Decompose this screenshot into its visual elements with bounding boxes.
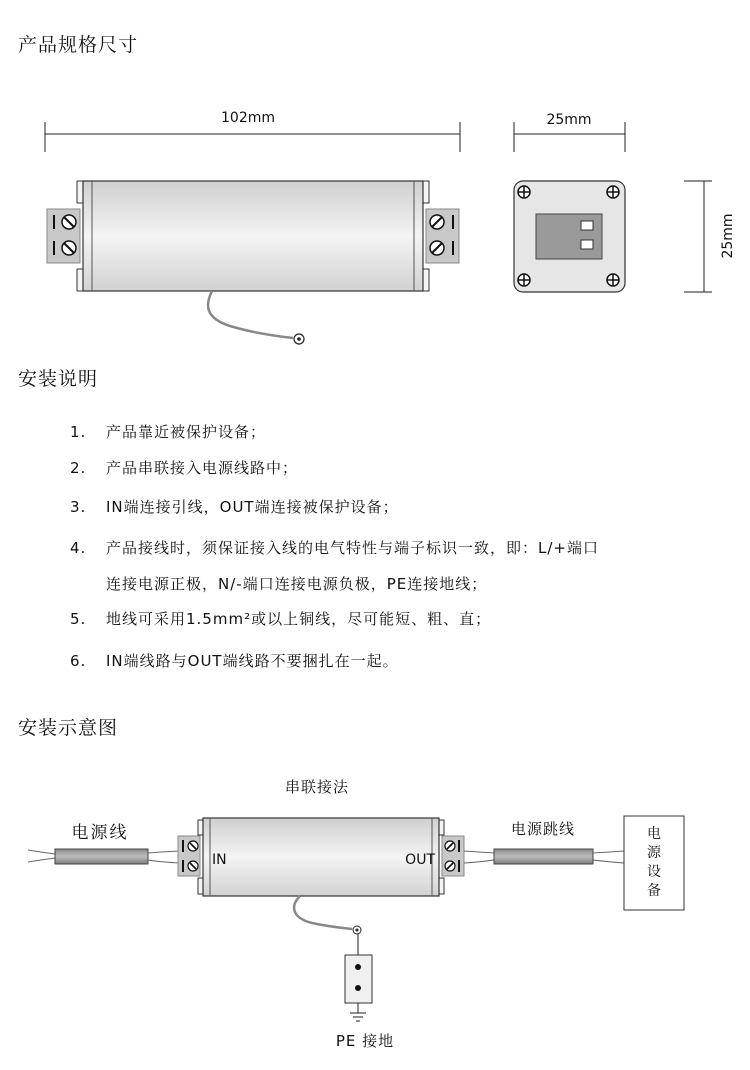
- out-label: OUT: [405, 852, 435, 868]
- width-dimension: [514, 112, 625, 152]
- power-line-cable: [55, 849, 148, 864]
- instruction-text: 产品接线时，须保证接入线的电气特性与端子标识一致，即：L/+端口: [106, 539, 599, 557]
- instruction-text: IN端连接引线，OUT端连接被保护设备；: [106, 498, 399, 516]
- equipment-label-char: 电: [647, 826, 661, 842]
- install-section-title: 安装说明: [18, 368, 99, 390]
- instruction-text: 地线可采用1.5mm²或以上铜线，尽可能短、粗、直；: [106, 610, 492, 628]
- pe-label: PE 接地: [335, 1032, 395, 1050]
- instruction-number: 6.: [70, 652, 87, 670]
- instruction-text: 产品串联接入电源线路中；: [106, 459, 299, 477]
- instruction-number: 4.: [70, 539, 87, 557]
- installation-diagram: [28, 778, 684, 1050]
- instruction-text: IN端线路与OUT端线路不要捆扎在一起。: [106, 652, 399, 670]
- device-top-view: [47, 181, 459, 344]
- instruction-number: 3.: [70, 498, 87, 516]
- instruction-text-continued: 连接电源正极，N/-端口连接电源负极，PE连接地线；: [106, 575, 488, 593]
- instruction-number: 2.: [70, 459, 87, 477]
- instruction-number: 1.: [70, 423, 87, 441]
- width-label: 25mm: [546, 112, 592, 128]
- equipment-label-char: 设: [647, 864, 661, 880]
- height-dimension: [684, 181, 736, 292]
- method-label: 串联接法: [284, 778, 350, 796]
- device-body: [203, 818, 439, 896]
- in-label: IN: [212, 852, 227, 868]
- length-dimension: [45, 110, 460, 152]
- jumper-cable: [494, 849, 593, 864]
- instruction-text: 产品靠近被保护设备；: [106, 423, 267, 441]
- equipment-label-char: 源: [647, 845, 661, 861]
- ground-terminal: [345, 955, 372, 1003]
- equipment-label-char: 备: [647, 883, 661, 899]
- height-label: 25mm: [720, 213, 736, 259]
- jumper-label: 电源跳线: [510, 820, 576, 838]
- instruction-number: 5.: [70, 610, 87, 628]
- length-label: 102mm: [221, 110, 275, 126]
- power-line-label: 电源线: [71, 823, 129, 843]
- spec-section-title: 产品规格尺寸: [18, 34, 139, 56]
- diagram-section-title: 安装示意图: [18, 717, 119, 739]
- device-end-view: [514, 181, 625, 292]
